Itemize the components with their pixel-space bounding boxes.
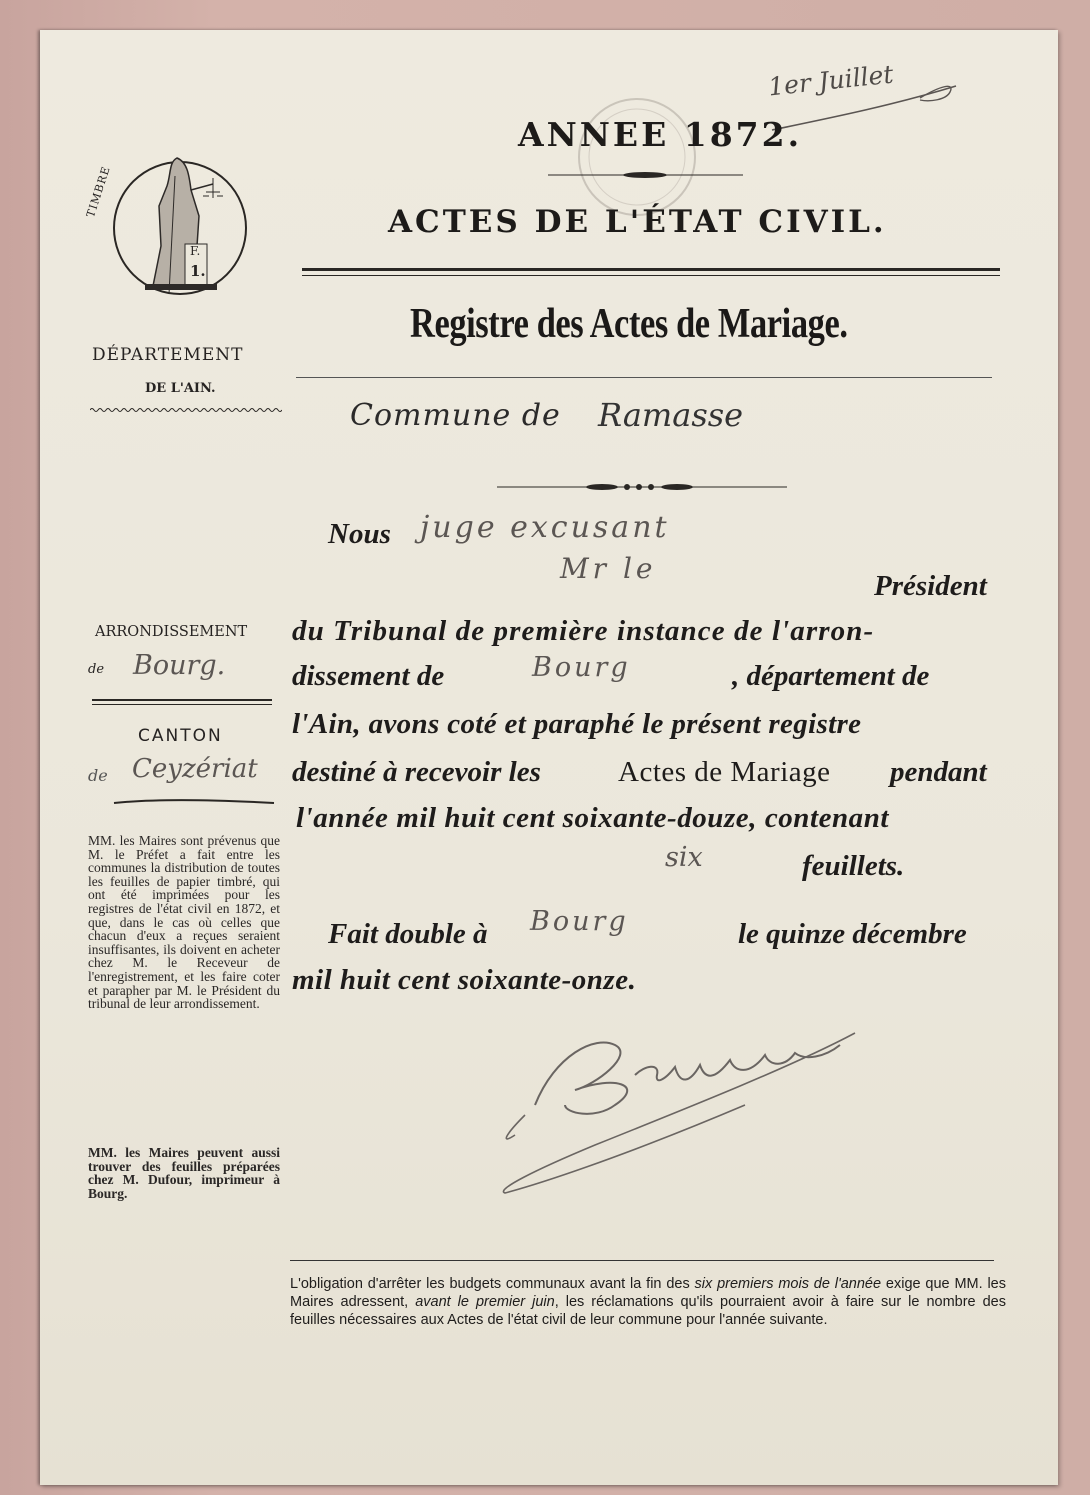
stamp-letters-bottom: 1. xyxy=(190,262,206,280)
ink-seal xyxy=(572,92,702,222)
de-l-ain-label: DE L'AIN. xyxy=(145,381,216,396)
canton-value: Ceyzériat xyxy=(132,754,258,784)
departement-label: DÉPARTEMENT xyxy=(92,345,244,365)
register-title: Registre des Actes de Mariage. xyxy=(410,301,848,347)
nous-handwritten: juge excusant xyxy=(420,510,670,545)
footer-text-b: six premiers mois de l'année xyxy=(694,1276,882,1292)
body-line-1: du Tribunal de première instance de l'arron- xyxy=(292,615,875,647)
body-line-5: l'année mil huit cent soixante-douze, contenant xyxy=(296,802,890,834)
footer-text-c: exige que MM. les Maires adressent, xyxy=(290,1276,1006,1310)
stamp-letters-top: F. xyxy=(190,244,201,258)
nous-label: Nous xyxy=(328,518,391,550)
arrondissement-prefix: de xyxy=(88,662,105,677)
arrondissement-label: ARRONDISSEMENT xyxy=(95,624,248,640)
mil-line: mil huit cent soixante-onze. xyxy=(292,964,637,996)
maires-notice: MM. les Maires sont prévenus que M. le Préfet a fait entre les communes la distribution de toutes les feuilles de papier timbré, qui ont été imprimées pour les registres de l'état civil en 1872, et que, dans le cas où celles que chacun d'eux a reçues seraient insuffisantes, ils doivent en acheter chez M. le Receveur de l'enregistrement, et les faire coter et parapher par M. le Président du tribunal de leur arrondissement. xyxy=(88,833,280,1012)
arrondissement-rule xyxy=(92,699,272,701)
president-signature xyxy=(495,995,965,1205)
double-rule-bottom xyxy=(302,275,1000,276)
arrondissement-value: Bourg. xyxy=(133,650,226,681)
body-line-3: l'Ain, avons coté et paraphé le présent registre xyxy=(292,708,862,740)
stamp-word: TIMBRE xyxy=(84,164,113,220)
arrondissement-rule-thin xyxy=(92,704,272,705)
feuillets-label: feuillets. xyxy=(802,850,905,882)
body-line-2a: dissement de xyxy=(292,660,445,692)
canton-prefix: de xyxy=(88,766,108,785)
double-rule-top xyxy=(302,268,1000,271)
canton-flourish xyxy=(112,797,276,809)
arrondissement-handwritten: Bourg xyxy=(532,652,631,683)
footer-rule xyxy=(290,1260,994,1261)
body-line-4b: Actes de Mariage xyxy=(618,756,831,788)
commune-value: Ramasse xyxy=(598,396,744,434)
actes-heading: ACTES DE L'ÉTAT CIVIL. xyxy=(388,204,887,240)
body-line-2b: , département de xyxy=(732,660,930,692)
ornament-dots xyxy=(497,481,787,493)
mr-le-handwritten: Mr le xyxy=(560,552,657,585)
footer-notice xyxy=(290,1275,1006,1329)
canton-label: CANTON xyxy=(138,726,223,746)
body-line-4c: pendant xyxy=(890,756,987,788)
six-handwritten: six xyxy=(665,842,703,873)
footer-text-d: avant le premier juin xyxy=(415,1294,555,1310)
fait-handwritten: Bourg xyxy=(530,906,629,937)
wavy-rule xyxy=(90,407,282,413)
title-underline xyxy=(296,377,992,378)
commune-label: Commune de xyxy=(350,398,561,433)
footer-text-a: L'obligation d'arrêter les budgets communaux avant la fin des xyxy=(290,1276,695,1292)
timbre-stamp xyxy=(111,146,249,308)
dufour-notice: MM. les Maires peuvent aussi trouver des feuilles préparées chez M. Dufour, imprimeur à Bourg. xyxy=(88,1145,280,1201)
body-line-4a: destiné à recevoir les xyxy=(292,756,541,788)
date-label: le quinze décembre xyxy=(738,918,967,950)
footer-text-e: , les réclamations qu'ils pourraient avoir à faire sur le nombre des feuilles nécessaires aux Actes de l'état civil de leur commune pour l'année suivante. xyxy=(290,1294,1006,1328)
year-heading: ANNEE 1872. xyxy=(518,115,803,154)
president-label: Président xyxy=(874,570,987,602)
ornament-rule xyxy=(548,170,743,180)
fait-double-label: Fait double à xyxy=(328,918,488,950)
date-annotation: 1er Juillet xyxy=(766,59,895,102)
